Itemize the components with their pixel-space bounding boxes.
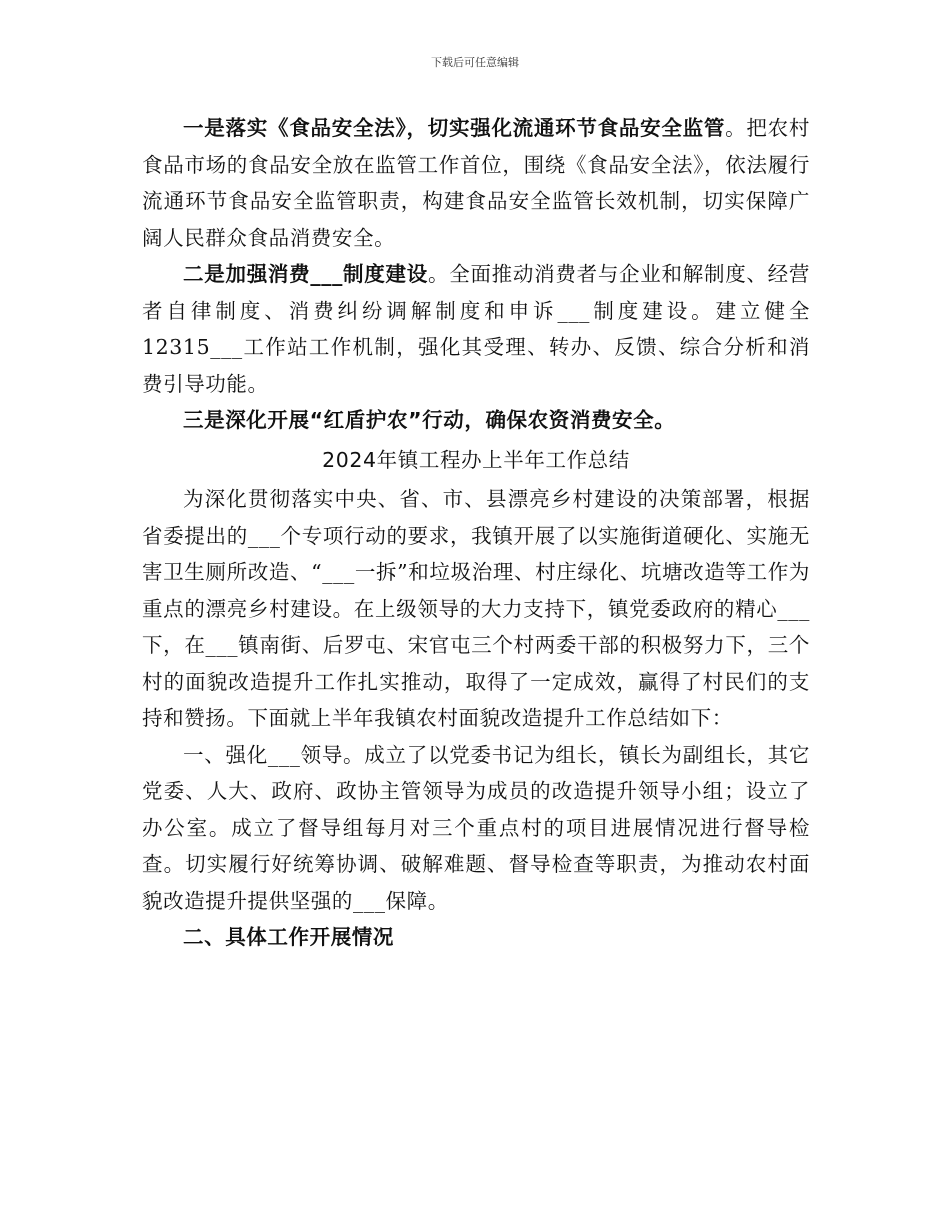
paragraph-heading: 一是落实《食品安全法》，切实强化流通环节食品安全监管	[183, 116, 726, 140]
paragraph-text: 。把农村食品市场的食品安全放在监管工作首位，围绕《食品安全法》，依法履行流通环节食品安全监管职责，构建食品安全监管长效机制，切实保障广阔人民群众食品消费安全。	[142, 116, 810, 250]
paragraph-consumer-system	[142, 256, 810, 402]
paragraph-heading: 二是加强消费___制度建设	[183, 262, 428, 286]
document-title: 2024年镇工程办上半年工作总结	[322, 447, 630, 472]
paragraph-leadership: 一、强化___领导。成立了以党委书记为组长，镇长为副组长，其它党委、人大、政府、政协主管领导为成员的改造提升领导小组；设立了办公室。成立了督导组每月对三个重点村的项目进展情况进行督导检查。切实履行好统筹协调、破解难题、督导检查等职责，为推动农村面貌改造提升提供坚强的___保障。	[142, 742, 810, 913]
paragraph-text: 。全面推动消费者与企业和解制度、经营者自律制度、消费纠纷调解制度和申诉___制度建设。建立健全12315___工作站工作机制，强化其受理、转办、反馈、综合分析和消费引导功能。	[142, 262, 810, 396]
page-header: 下载后可任意编辑	[431, 56, 519, 69]
paragraph-intro: 为深化贯彻落实中央、省、市、县漂亮乡村建设的决策部署，根据省委提出的___个专项行动的要求，我镇开展了以实施街道硬化、实施无害卫生厕所改造、“___一拆”和垃圾治理、村庄绿化、坑塘改造等工作为重点的漂亮乡村建设。在上级领导的大力支持下，镇党委政府的精心___下，在___镇南街、后罗屯、宋官屯三个村两委干部的积极努力下，三个村的面貌改造提升工作扎实推动，取得了一定成效，赢得了村民们的支持和赞扬。下面就上半年我镇农村面貌改造提升工作总结如下：	[142, 487, 810, 730]
section-heading: 二、具体工作开展情况	[183, 925, 394, 949]
paragraph-heading: 三是深化开展“红盾护农”行动，确保农资消费安全。	[183, 408, 676, 432]
paragraph-food-safety	[142, 110, 810, 256]
paragraph-red-shield	[142, 402, 810, 439]
document-body	[142, 110, 810, 956]
